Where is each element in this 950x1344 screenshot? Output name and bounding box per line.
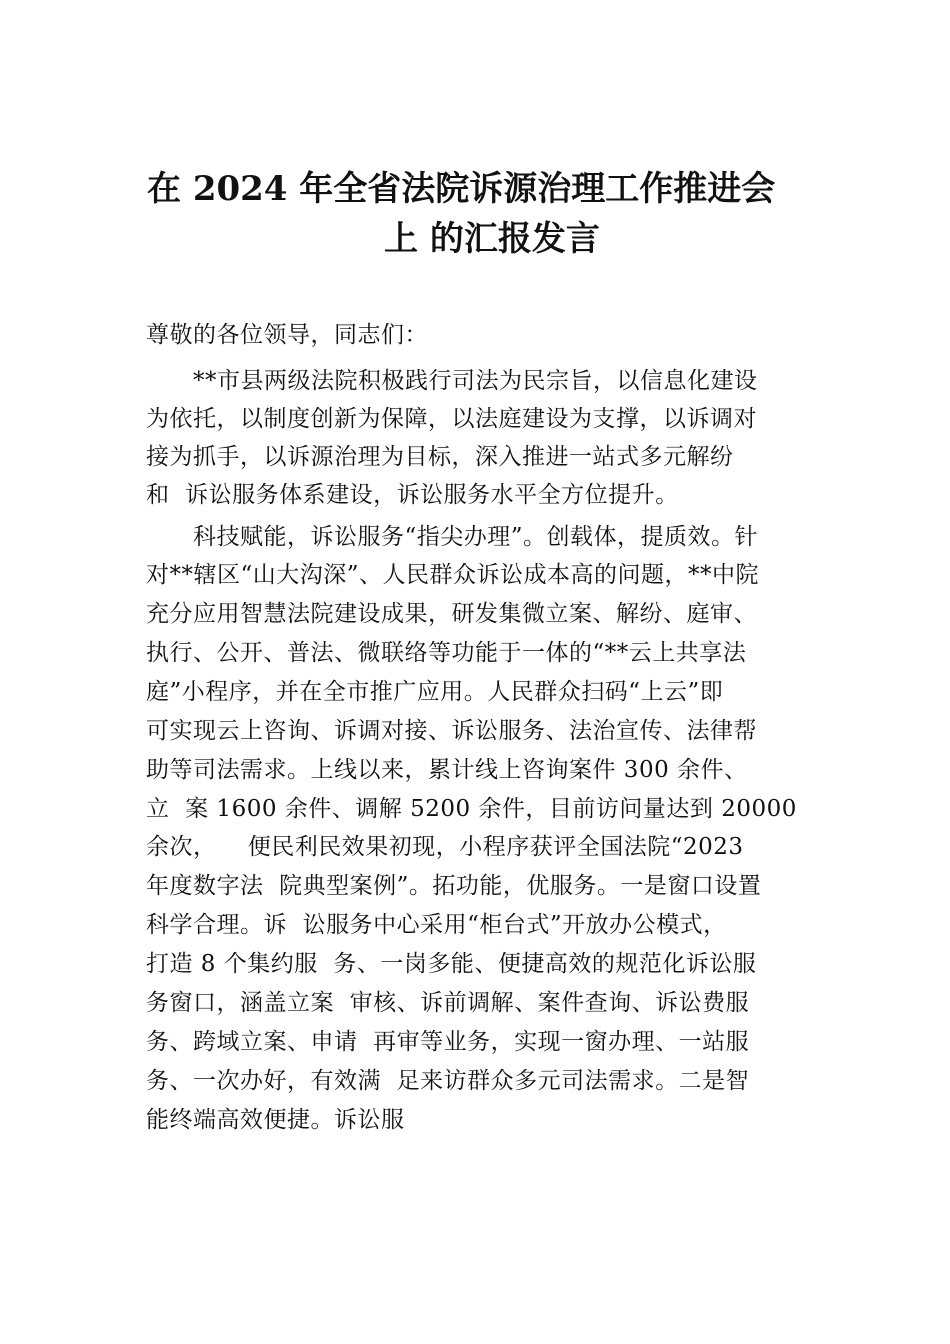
- body-line: 助等司法需求。上线以来，累计线上咨询案件 300 余件、: [146, 757, 748, 783]
- document-title-line-1: 在 2024 年全省法院诉源治理工作推进会: [147, 169, 776, 209]
- body-line: 庭”小程序，并在全市推广应用。人民群众扫码“上云”即: [146, 679, 724, 705]
- body-line: 充分应用智慧法院建设成果，研发集微立案、解纷、庭审、: [146, 601, 757, 627]
- body-line: 和 诉讼服务体系建设，诉讼服务水平全方位提升。: [146, 482, 679, 508]
- body-line: 打造 8 个集约服 务、一岗多能、便捷高效的规范化诉讼服: [146, 951, 757, 977]
- body-line: 科学合理。诉 讼服务中心采用“柜台式”开放办公模式，: [146, 912, 727, 938]
- body-line: 可实现云上咨询、诉调对接、诉讼服务、法治宣传、法律帮: [146, 718, 757, 744]
- body-line: 能终端高效便捷。诉讼服: [146, 1107, 405, 1133]
- body-line: 务窗口，涵盖立案 审核、诉前调解、案件查询、诉讼费服: [146, 990, 750, 1016]
- body-line: 余次， 便民利民效果初现，小程序获评全国法院“2023: [146, 834, 744, 860]
- body-line: 立 案 1600 余件、调解 5200 余件，目前访问量达到 20000: [146, 796, 797, 822]
- body-line: 务、跨域立案、申请 再审等业务，实现一窗办理、一站服: [146, 1029, 750, 1055]
- salutation: 尊敬的各位领导，同志们：: [146, 322, 428, 348]
- body-line: **市县两级法院积极践行司法为民宗旨，以信息化建设: [146, 368, 758, 394]
- body-line: 对**辖区“山大沟深”、人民群众诉讼成本高的问题，**中院: [146, 562, 760, 588]
- body-line: 年度数字法 院典型案例”。拓功能，优服务。一是窗口设置: [146, 873, 762, 899]
- body-line: 接为抓手，以诉源治理为目标，深入推进一站式多元解纷: [146, 444, 734, 470]
- body-line: 务、一次办好，有效满 足来访群众多元司法需求。二是智: [146, 1068, 750, 1094]
- document-title-line-2: 上 的汇报发言: [384, 219, 600, 259]
- body-line: 科技赋能，诉讼服务“指尖办理”。创载体，提质效。针: [146, 524, 759, 550]
- body-line: 为依托，以制度创新为保障，以法庭建设为支撑，以诉调对: [146, 406, 757, 432]
- body-line: 执行、公开、普法、微联络等功能于一体的“**云上共享法: [146, 640, 747, 666]
